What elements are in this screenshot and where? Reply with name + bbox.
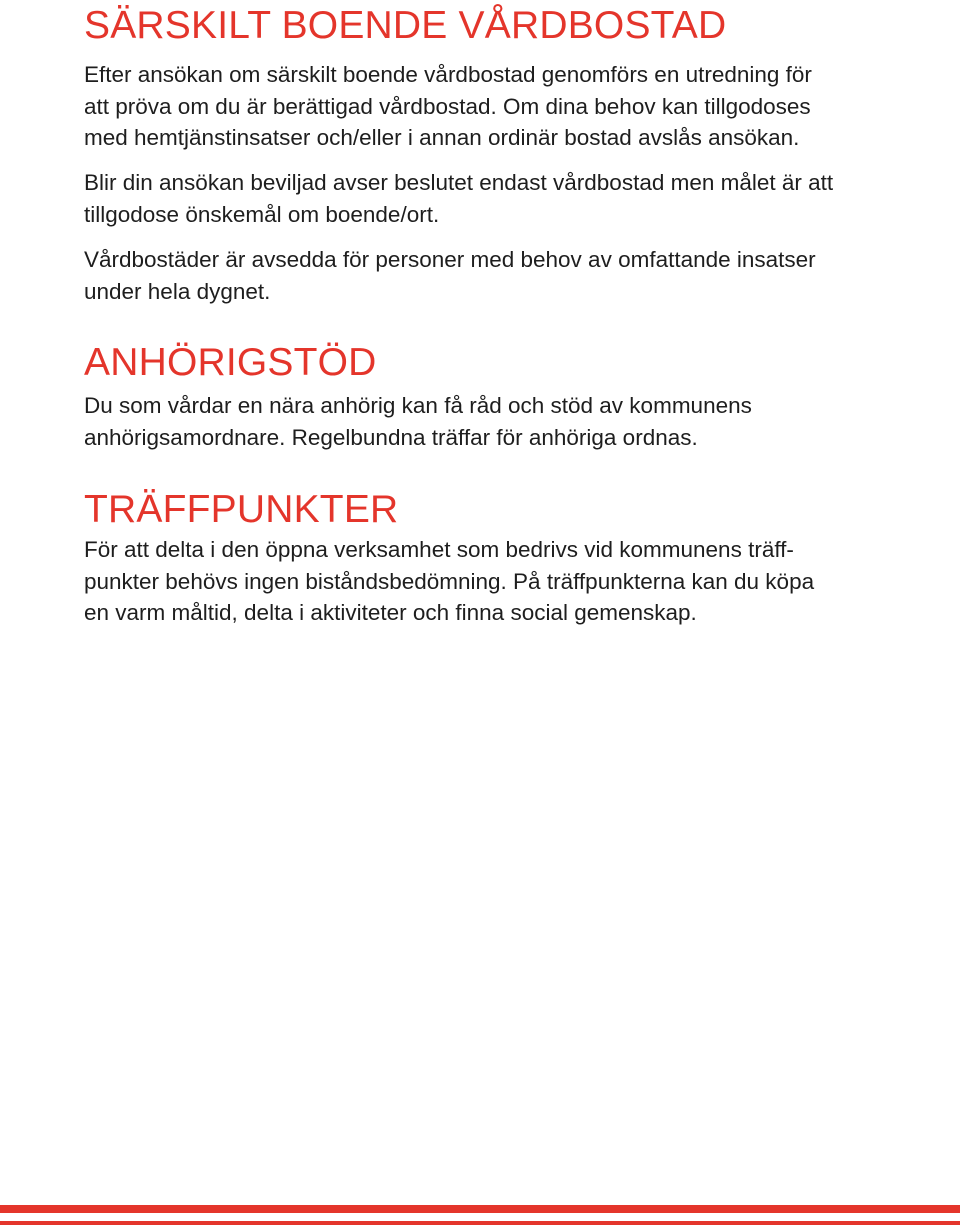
section-heading-traffpunkter: TRÄFFPUNKTER: [84, 488, 399, 531]
paragraph-beslut-vardbostad: Blir din ansökan beviljad avser beslutet endast vårdbostad men målet är att tillgodose önskemål om boende/ort.: [84, 170, 834, 227]
section-heading-anhorigstod: ANHÖRIGSTÖD: [84, 341, 377, 384]
paragraph-anhorigstod: Du som vårdar en nära anhörig kan få råd och stöd av kommunens anhörigsamordnare. Regelbundna träffar för anhöriga ordnas.: [84, 393, 752, 450]
footer-rule-thin: [0, 1221, 960, 1225]
paragraph-traffpunkter: För att delta i den öppna verksamhet som bedrivs vid kommunens träff- punkter behövs ingen biståndsbedömning. På träffpunkterna kan du köpa en varm måltid, delta i aktiviteter och finna social gemenskap.: [84, 537, 815, 625]
footer-rule-thick: [0, 1205, 960, 1213]
section-heading-sarskilt-boende: SÄRSKILT BOENDE VÅRDBOSTAD: [84, 4, 727, 47]
paragraph-ansokan-utredning: Efter ansökan om särskilt boende vårdbostad genomförs en utredning för att pröva om du är berättigad vårdbostad. Om dina behov kan tillgodoses med hemtjänstinsatser och/eller i annan ordinär bostad avslås ansökan.: [84, 62, 812, 150]
paragraph-vardbostader-avsedda: Vårdbostäder är avsedda för personer med behov av omfattande insatser under hela dygnet.: [84, 247, 816, 304]
